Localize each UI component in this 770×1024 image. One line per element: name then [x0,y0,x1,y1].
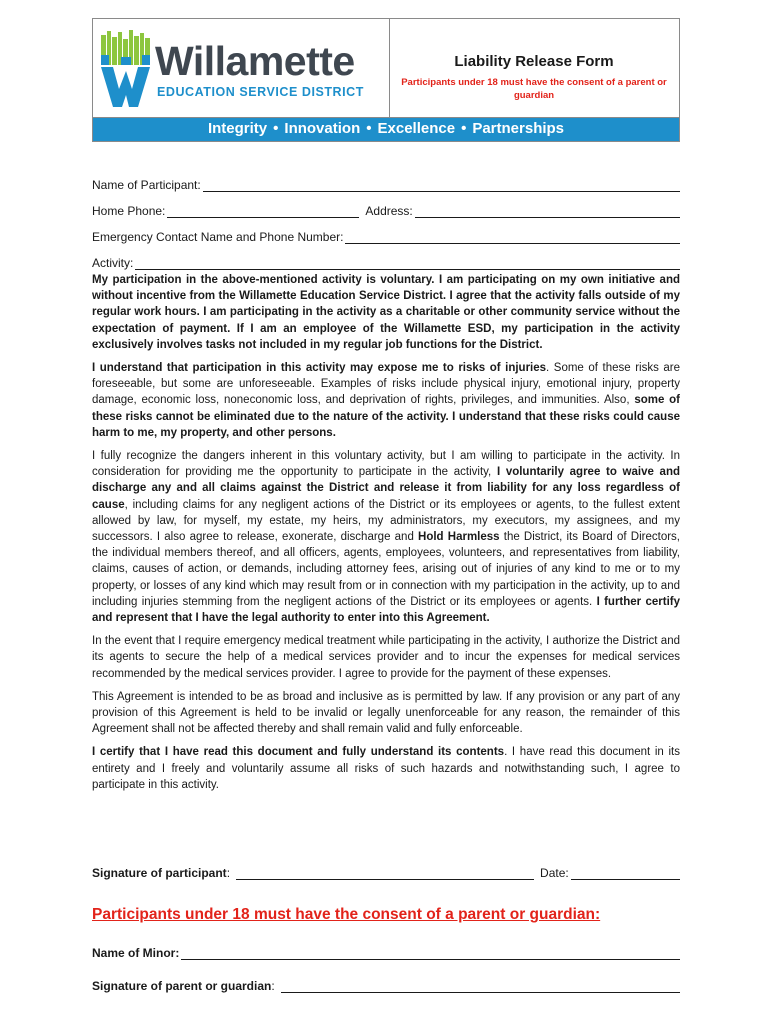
participant-fields [92,166,680,270]
logo [93,19,390,117]
address-label: Address: [365,204,413,218]
certification-lead: I certify that I have read this document and fully understand its contents [92,746,505,759]
separator-dot: • [273,120,279,137]
participant-signature-label: Signature of participant [92,866,227,880]
date-field[interactable] [571,865,680,880]
risks-emphasis: some of these risks cannot be eliminated due to the nature of the activity. I understand that these risks could cause harm to me, my property, and other persons. [92,394,680,439]
waiver-emphasis-2: I further certify and represent that I have the legal authority to enter into this Agreement. [92,595,680,625]
form-header [92,18,680,118]
form-title: Liability Release Form [454,53,614,70]
emergency-contact-label: Emergency Contact Name and Phone Number: [92,230,344,244]
risks-lead: I understand that participation in this activity may expose me to risks of injuries [92,362,547,375]
title-block [389,19,679,117]
participant-signature-field[interactable] [236,865,534,880]
activity-label: Activity: [92,256,134,270]
willamette-logo-mark-icon [101,29,153,109]
severability-paragraph: This Agreement is intended to be as broad and inclusive as is permitted by law. If any provision or any part of any provision of this Agreement is held to be invalid or legally unenforceable for any reason, the remainder of this Agreement shall not be affected thereby and shall remain valid and fully enforceable. [92,690,680,736]
emergency-contact-row [92,218,680,244]
minor-name-row [92,940,680,960]
home-phone-field[interactable] [167,203,359,218]
participant-name-field[interactable] [203,177,680,192]
guardian-signature-row [92,973,680,993]
address-field[interactable] [415,203,680,218]
waiver-text-1: I fully recognize the dangers inherent in this voluntary activity, but I am willing to participate in the activity. In consideration for providing me the opportunity to participate in the activity, [92,450,680,479]
date-label: Date: [540,866,569,880]
activity-row [92,244,680,270]
minor-name-label: Name of Minor: [92,946,180,960]
phone-address-row [92,192,680,218]
logo-name: Willamette [155,38,355,84]
separator-dot: • [366,120,372,137]
values-banner [92,118,680,142]
logo-subtitle: EDUCATION SERVICE DISTRICT [157,85,364,99]
home-phone-label: Home Phone: [92,204,166,218]
guardian-signature-label: Signature of parent or guardian [92,979,272,993]
guardian-signature-colon: : [271,979,275,993]
participant-name-label: Name of Participant: [92,178,201,192]
separator-dot: • [461,120,467,137]
value-innovation: Innovation [284,120,361,137]
value-excellence: Excellence [377,120,456,137]
value-partnerships: Partnerships [472,120,565,137]
activity-field[interactable] [135,255,680,270]
waiver-emphasis-1: I voluntarily agree to waive and discharge any and all claims against the District and release it from liability for any loss regardless of cause [92,466,681,511]
participant-signature-colon: : [226,866,231,880]
guardian-signature-field[interactable] [281,978,680,993]
waiver-paragraph [92,448,680,626]
participant-signature-row [92,860,680,880]
emergency-contact-field[interactable] [345,229,680,244]
form-subtitle: Participants under 18 must have the consent of a parent or guardian [401,77,667,101]
minor-name-field[interactable] [181,945,680,960]
participant-name-row [92,166,680,192]
certification-text: . I have read this document in its entirety and I freely and voluntarily assume all risks of such hazards and notwithstanding such, I agree to participate in this activity. [92,746,681,791]
medical-paragraph: In the event that I require emergency medical treatment while participating in the activity, I authorize the District and its agents to secure the help of a medical services provider and to incur the expenses for medical services recommended by the medical services provider. I agree to provide for the payment of these expenses. [92,635,680,680]
certification-paragraph [92,744,680,793]
release-terms [92,272,680,800]
voluntary-participation-paragraph: My participation in the above-mentioned activity is voluntary. I am participating on my own initiative and without incentive from the Willamette Education Service District. I agree that the activity falls outside of my regular work hours. I am participating in the activity as a charitable or other community service without the expectation of payment. If I am an employee of the Willamette ESD, my participation in the activity exclusively involves tasks not included in my regular job functions for the District. [92,274,680,351]
value-integrity: Integrity [207,120,268,137]
risks-paragraph [92,360,680,441]
minor-consent-heading: Participants under 18 must have the consent of a parent or guardian: [92,906,601,923]
waiver-text-2: , including claims for any negligent actions of the District or its employees or agents, to the fullest extent allowed by law, for myself, my estate, my heirs, my administrators, my executors, my assignees, and my successors. I also agree to release, exonerate, discharge and [92,498,680,544]
risks-text: . Some of these risks are foreseeable, but some are unforeseeable. Examples of risks include physical injury, emotional injury, property damage, economic loss, noneconomic loss, and deprivation of rights, privileges, and immunities. Also, [92,362,680,407]
waiver-text-3: the District, its Board of Directors, the individual members thereof, and all officers, agents, employees, volunteers, and representatives from liability, claims, causes of action, or demands, including attorney fees, arising out of injuries of any kind to me or to my property, or losses of any kind which may result from or in connection with my participation in the activity, up to and including injuries stemming from the negligent actions of the District or its employees or agents. [92,531,680,608]
hold-harmless: Hold Harmless [418,531,500,544]
